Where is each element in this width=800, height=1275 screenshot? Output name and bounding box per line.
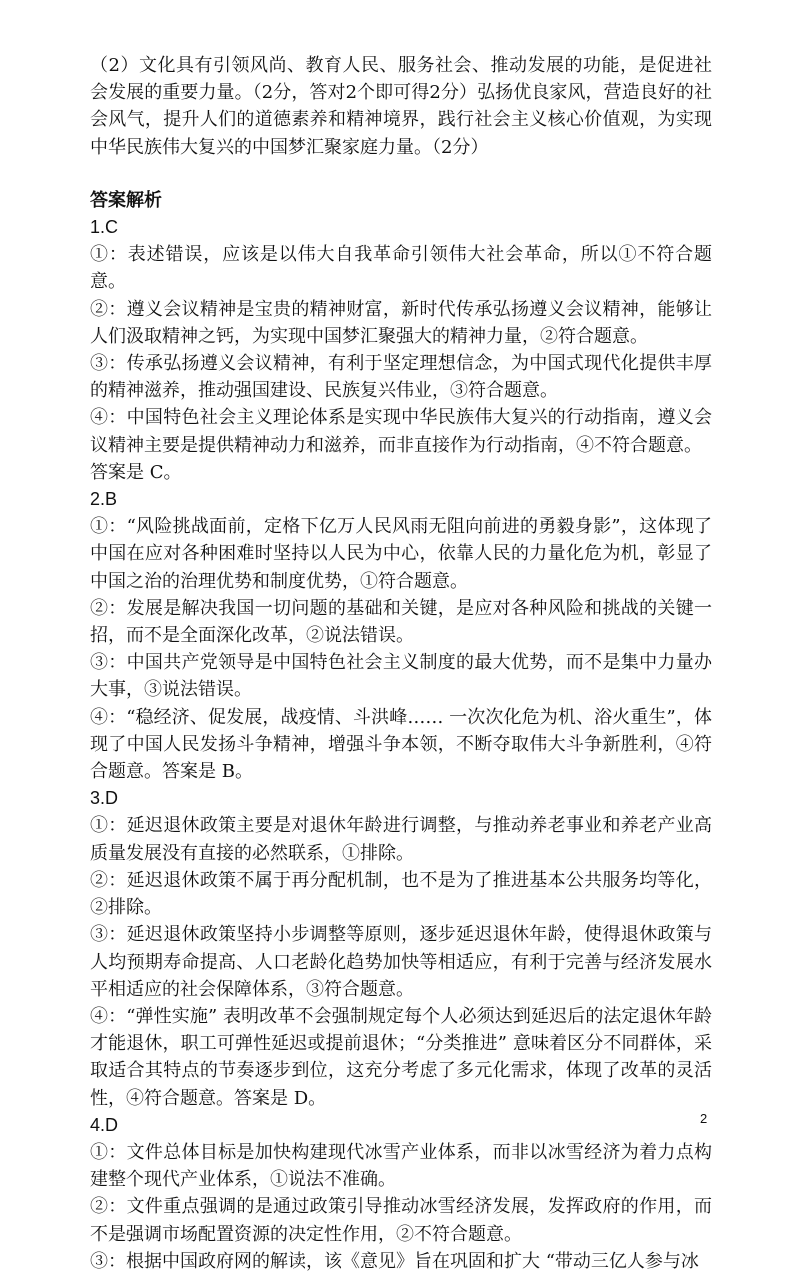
- question-number: 2.B: [90, 489, 118, 510]
- analysis-line: ③：根据中国政府网的解读，该《意见》旨在巩固和扩大 “带动三亿人参与冰: [90, 1250, 699, 1272]
- analysis-line: ④：中国特色社会主义理论体系是实现中华民族伟大复兴的行动指南，遵义会议精神主要是提供精神动力和滋养，而非直接作为行动指南，④不符合题意。: [90, 407, 712, 456]
- analysis-line: ①：延迟退休政策主要是对退休年龄进行调整，与推动养老事业和养老产业高质量发展没有直接的必然联系，①排除。: [90, 815, 712, 864]
- section-heading: 答案解析: [90, 189, 162, 211]
- question-number: 1.C: [90, 217, 119, 238]
- analysis-line: ③：延迟退休政策坚持小步调整等原则，逐步延迟退休年龄，使得退休政策与人均预期寿命提高、人口老龄化趋势加快等相适应，有利于完善与经济发展水平相适应的社会保障体系，③符合题意。: [90, 924, 712, 1000]
- analysis-line: ④：“弹性实施” 表明改革不会强制规定每个人必须达到延迟后的法定退休年龄才能退休，职工可弹性延迟或提前退休；“分类推进” 意味着区分不同群体，采取适合其特点的节奏逐步到位，这充分考虑了多元化需求，体现了改革的灵活性，④符合题意。答案是 D。: [90, 1005, 712, 1109]
- analysis-line: ①：表述错误，应该是以伟大自我革命引领伟大社会革命，所以①不符合题意。: [90, 244, 712, 293]
- question-4: [90, 1112, 712, 1275]
- analysis-line: ①：“风险挑战面前，定格下亿万人民风雨无阻向前进的勇毅身影”，这体现了中国在应对各种困难时坚持以人民为中心，依靠人民的力量化危为机，彰显了中国之治的治理优势和制度优势，①符合题意。: [90, 516, 712, 592]
- analysis-line: ②：文件重点强调的是通过政策引导推动冰雪经济发展，发挥政府的作用，而不是强调市场配置资源的决定性作用，②不符合题意。: [90, 1196, 712, 1245]
- question-number: 3.D: [90, 788, 119, 809]
- analysis-line: ②：延迟退休政策不属于再分配机制，也不是为了推进基本公共服务均等化，②排除。: [90, 869, 712, 919]
- question-2: [90, 486, 712, 785]
- analysis-line: ③：传承弘扬遵义会议精神，有利于坚定理想信念，为中国式现代化提供丰厚的精神滋养，推动强国建设、民族复兴伟业，③符合题意。: [90, 353, 712, 402]
- analysis-line: ④：“稳经济、促发展，战疫情、斗洪峰…… 一次次化危为机、浴火重生”，体现了中国人民发扬斗争精神，增强斗争本领，不断夺取伟大斗争新胜利，④符合题意。答案是 B。: [90, 706, 712, 783]
- page-number: 2: [700, 1111, 708, 1126]
- question-1: [90, 214, 712, 486]
- page-content: [90, 52, 712, 1275]
- analysis-line: ①：文件总体目标是加快构建现代冰雪产业体系，而非以冰雪经济为着力点构建整个现代产业体系，①说法不准确。: [90, 1141, 712, 1191]
- analysis-line: ②：遵义会议精神是宝贵的精神财富，新时代传承弘扬遵义会议精神，能够让人们汲取精神之钙，为实现中国梦汇聚强大的精神力量，②符合题意。: [90, 298, 712, 347]
- analysis-line: ③：中国共产党领导是中国特色社会主义制度的最大优势，而不是集中力量办大事，③说法错误。: [90, 652, 712, 701]
- analysis-line: ②：发展是解决我国一切问题的基础和关键，是应对各种风险和挑战的关键一招，而不是全面深化改革，②说法错误。: [90, 597, 712, 647]
- question-3: [90, 785, 712, 1111]
- answer-line: 答案是 C。: [90, 461, 182, 483]
- intro-paragraph: （2）文化具有引领风尚、教育人民、服务社会、推动发展的功能，是促进社会发展的重要力量。（2分，答对2个即可得2分）弘扬优良家风，营造良好的社会风气，提升人们的道德素养和精神境界，践行社会主义核心价值观，为实现中华民族伟大复兴的中国梦汇聚家庭力量。（2分）: [90, 55, 712, 158]
- question-number: 4.D: [90, 1114, 119, 1135]
